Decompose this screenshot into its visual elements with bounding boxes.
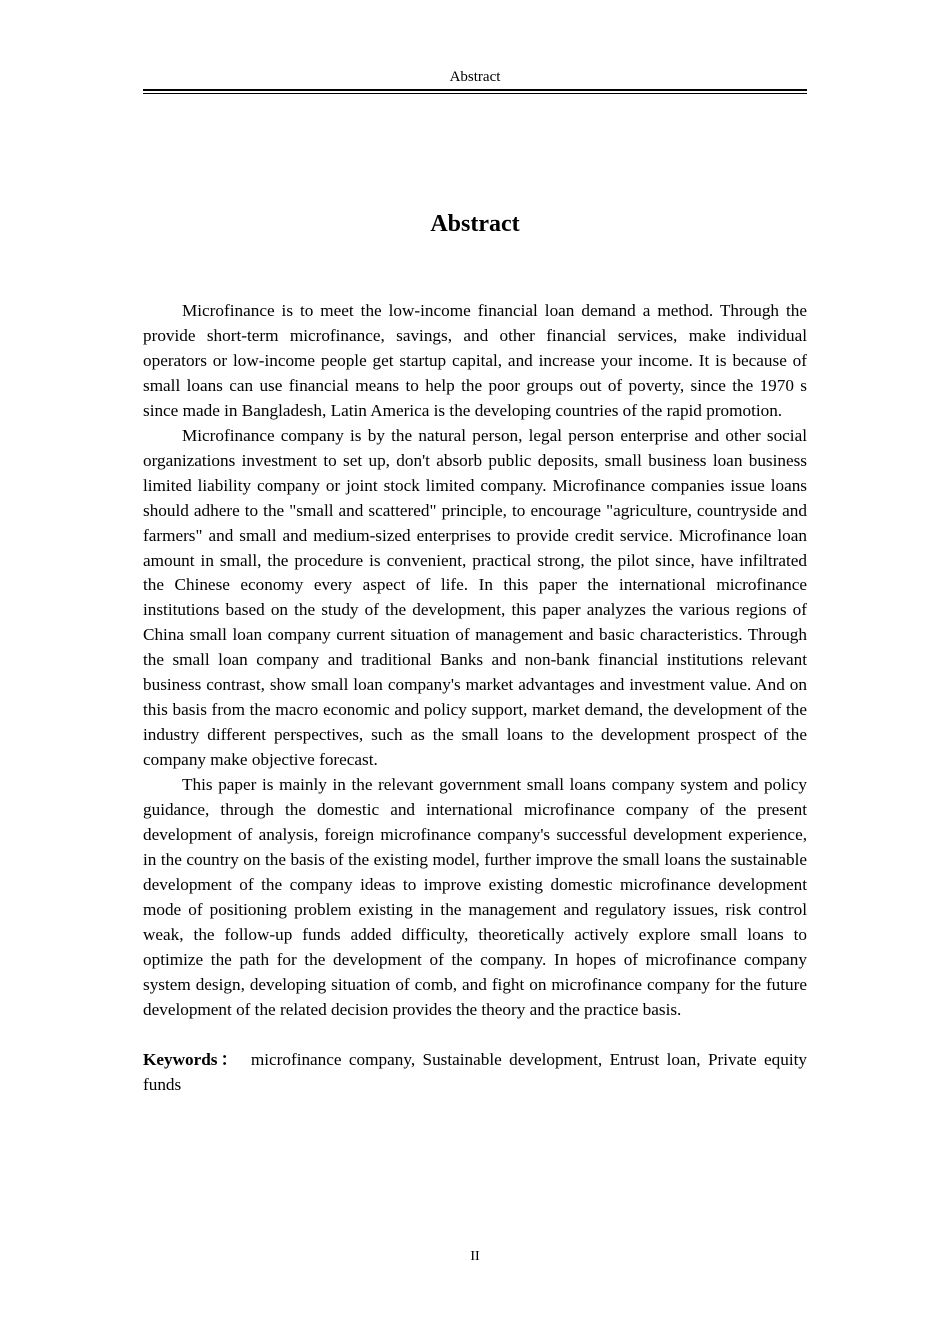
abstract-paragraph-2: Microfinance company is by the natural person, legal person enterprise and other social organizations investment to set up, don't absorb public deposits, small business loan business limited liability company or joint stock limited company. Microfinance companies issue loans should adhere to the "small and scattered" principle, to encourage "agriculture, countryside and farmers" and small and medium-sized enterprises to provide credit service. Microfinance loan amount in small, the procedure is convenient, practical strong, the pilot since, have infiltrated the Chinese economy every aspect of life. In this paper the international microfinance institutions based on the study of the development, this paper analyzes the various regions of China small loan company current situation of management and basic characteristics. Through the small loan company and traditional Banks and non-bank financial institutions relevant business contrast, show small loan company's market advantages and investment value. And on this basis from the macro economic and policy support, market demand, the development of the industry different perspectives, such as the small loans to the development prospect of the company make objective forecast. [143,425,807,770]
abstract-paragraph-1: Microfinance is to meet the low-income financial loan demand a method. Through the provide short-term microfinance, savings, and other financial services, make individual operators or low-income people get startup capital, and increase your income. It is because of small loans can use financial means to help the poor groups out of poverty, since the 1970 s since made in Bangladesh, Latin America is the developing countries of the rapid promotion. [143,301,807,420]
keywords-separator: ： [217,1049,241,1069]
page-title: Abstract [430,211,520,237]
abstract-body [143,299,807,1098]
header-rule-thick [143,89,807,91]
page-number: II [470,1249,480,1264]
header-rule-thin [143,93,807,94]
keywords-text: microfinance company, Sustainable development, Entrust loan, Private equity funds [143,1049,807,1094]
running-header: Abstract [449,69,501,85]
abstract-paragraph-3: This paper is mainly in the relevant government small loans company system and policy guidance, through the domestic and international microfinance company of the present development of analysis, foreign microfinance company's successful development experience, in the country on the basis of the existing model, further improve the small loans the sustainable development of the company ideas to improve existing domestic microfinance development mode of positioning problem existing in the management and regulatory issues, risk control weak, the follow-up funds added difficulty, theoretically actively explore small loans to optimize the path for the development of the company. In hopes of microfinance company system design, developing situation of comb, and fight on microfinance company for the future development of the related decision provides the theory and the practice basis. [143,775,807,1019]
keywords-line [143,1048,807,1098]
keywords-label: Keywords [143,1049,218,1069]
